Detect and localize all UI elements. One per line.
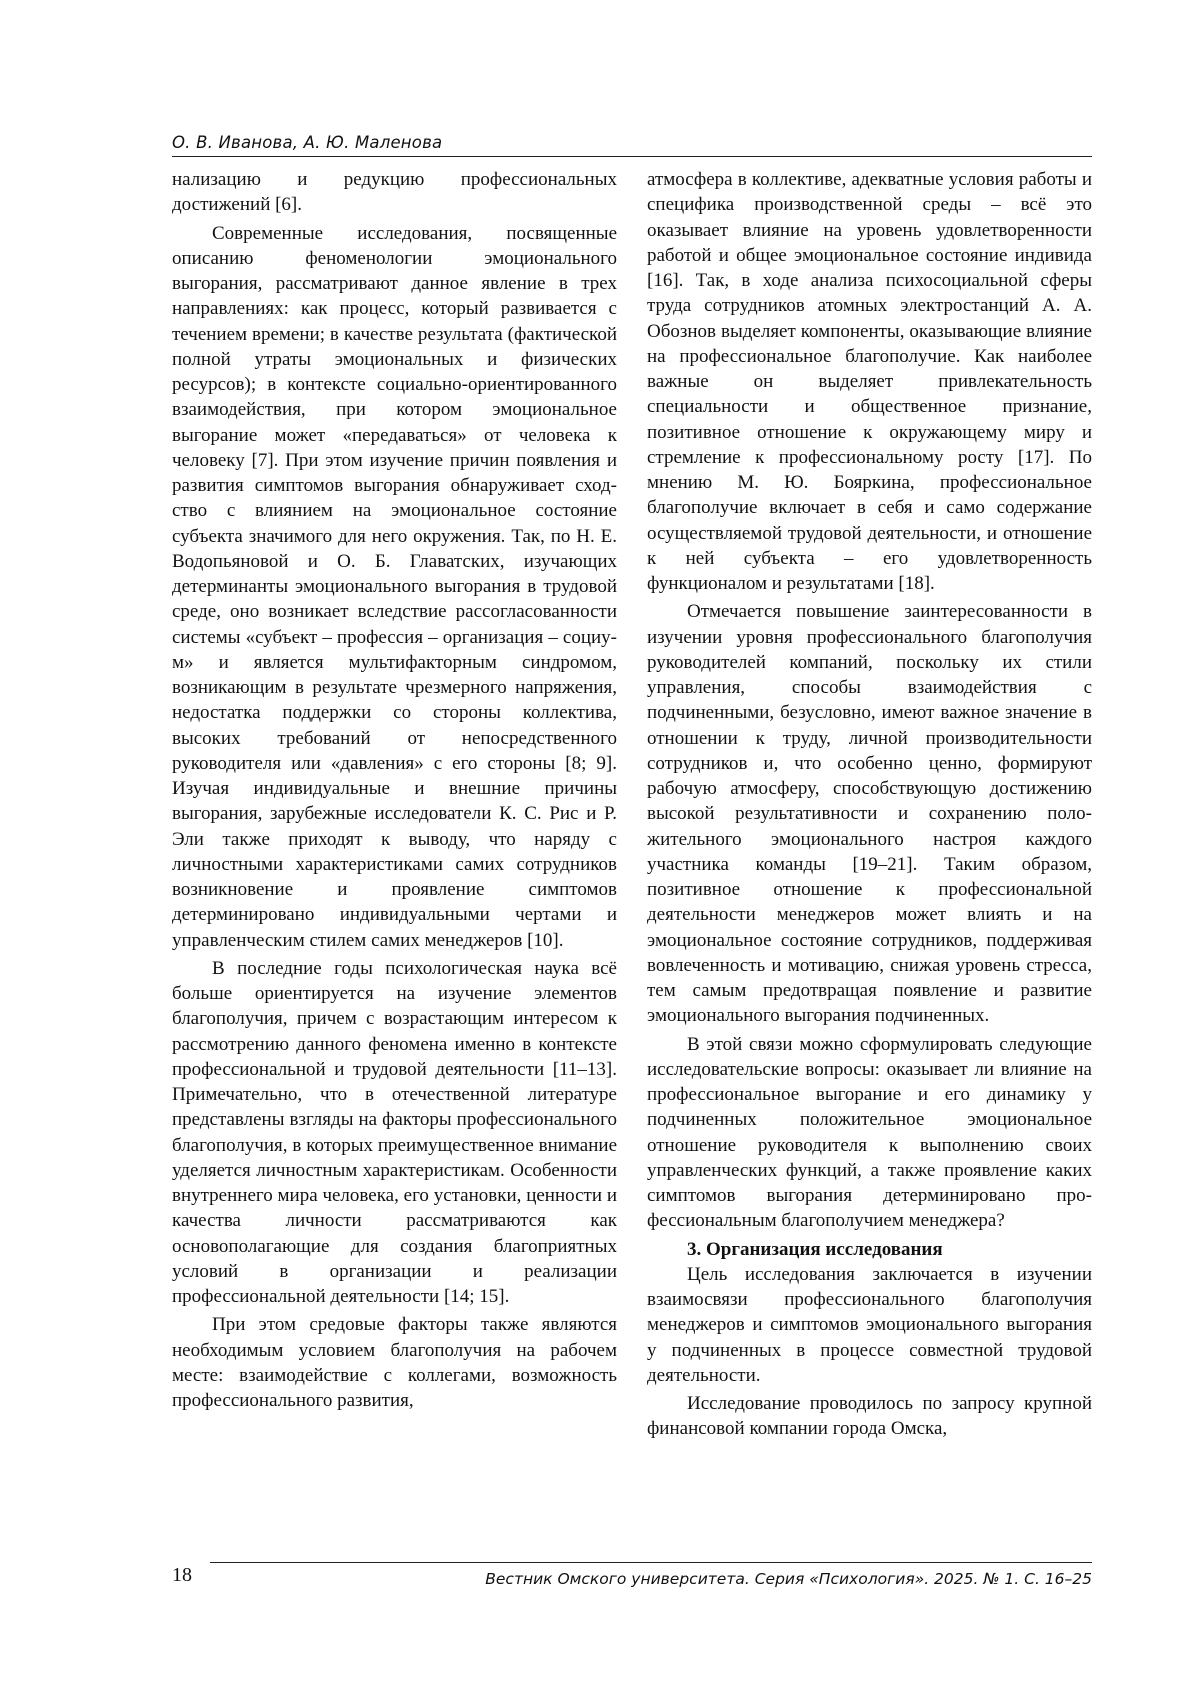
paragraph: При этом средовые факторы также являются необходимым условием благополучия на рабочем месте: взаимодействие с коллегами, возможность профессионального развития, xyxy=(172,1314,617,1411)
paragraph: нализацию и редукцию профессиональных достижений [6]. xyxy=(172,169,617,216)
paragraph: Современные исследования, посвященные описанию феноменологии эмоционального выгорания, рассматривают данное явление в трех направлениях: как процесс, который развивается с течением времени; в качестве результата (фактической полной утраты эмоциональных и физических ресурсов); в контексте социально-ориентированного взаимодействия, при котором эмоциональное выгорание может «передаваться» от человека к человеку [7]. При этом изучение причин появления и развития симптомов выгорания обнаруживает сходство с влиянием на эмоциональное состояние субъекта значимого для него окружения. Так, по Н. Е. Водопьяновой и О. Б. Главатских, изучающих детерминанты эмоционального выгорания в трудовой среде, оно возникает вследствие рассогласованности системы «субъект – профессия – организация – социум» и является мультифакторным синдромом, возникающим в результате чрезмерного напряжения, недостатка поддержки со стороны коллектива, высоких требований от непосредственного руководителя или «давления» с его стороны [8; 9]. Изучая индивидуальные и внешние причины выгорания, зарубежные исследователи К. С. Рис и Р. Эли также приходят к выводу, что наряду с личностными характеристиками самих сотрудников возникновение и проявление симптомов детерминировано индивидуальными чертами и управленческим стилем самих менеджеров [10]. xyxy=(172,222,617,951)
footer-rule xyxy=(210,1562,1092,1563)
header-rule xyxy=(172,156,1092,157)
right-column xyxy=(647,167,1092,1445)
page-number: 18 xyxy=(172,1564,192,1586)
left-column xyxy=(172,167,617,1416)
paragraph: Отмечается повышение заинтересованности в изучении уровня профессионального благополучия руководителей компаний, поскольку их стили управления, способы взаимодействия с подчиненными, безусловно, имеют важное значение в отношении к труду, личной производительности сотрудников и, что особенно ценно, формируют рабочую атмосферу, способствующую достижению высокой результативности и сохранению положительного эмоционального настроя каждого участника команды [19–21]. Таким образом, позитивное отношение к профессиональной деятельности менеджеров может влиять и на эмоциональное состояние сотрудников, поддерживая вовлеченность и мотивацию, снижая уровень стресса, тем самым предотвращая появление и развитие эмоционального выгорания подчиненных. xyxy=(647,601,1092,1027)
running-head-authors: О. В. Иванова, А. Ю. Маленова xyxy=(172,133,443,152)
paragraph: В последние годы психологическая наука всё больше ориентируется на изучение элементов благополучия, причем с возрастающим интересом к рассмотрению данного феномена именно в контексте профессиональной и трудовой деятельности [11–13]. Примечательно, что в отечественной литературе представлены взгляды на факторы профессионального благополучия, в которых преимущественное внимание уделяется личностным характеристикам. Особенности внутреннего мира человека, его установки, ценности и качества личности рассматриваются как основополагающие для создания благоприятных условий в организации и реализации профессиональной деятельности [14; 15]. xyxy=(172,957,617,1307)
paragraph: В этой связи можно сформулировать следующие исследовательские вопросы: оказывает ли влияние на профессиональное выгорание и его динамику у подчиненных положительное эмоциональное отношение руководителя к выполнению своих управленческих функций, а также проявление каких симптомов выгорания детерминировано профессиональным благополучием менеджера? xyxy=(647,1033,1092,1232)
section-heading: 3. Организация исследования xyxy=(687,1238,943,1260)
paragraph: атмосфера в коллективе, адекватные условия работы и специфика производственной среды – всё это оказывает влияние на уровень удовлетворенности работой и общее эмоциональное состояние индивида [16]. Так, в ходе анализа психосоциальной сферы труда сотрудников атомных электростанций А. А. Обознов выделяет компоненты, оказывающие влияние на профессиональное благополучие. Как наиболее важные он выделяет привлекательность специальности и общественное признание, позитивное отношение к окружающему миру и стремление к профессиональному росту [17]. По мнению М. Ю. Бояркина, профессиональное благополучие включает в себя и само содержание осуществляемой трудовой деятельности, и отношение к ней субъекта – его удовлетворенность функционалом и результатами [18]. xyxy=(647,169,1092,594)
paragraph: Исследование проводилось по запросу крупной финансовой компании города Омска, xyxy=(647,1393,1092,1440)
journal-citation: Вестник Омского университета. Серия «Психология». 2025. № 1. С. 16–25 xyxy=(485,1570,1092,1588)
paragraph: Цель исследования заключается в изучении взаимосвязи профессионального благополучия менеджеров и симптомов эмоционального выгорания у подчиненных в процессе совместной трудовой деятельности. xyxy=(647,1263,1092,1386)
